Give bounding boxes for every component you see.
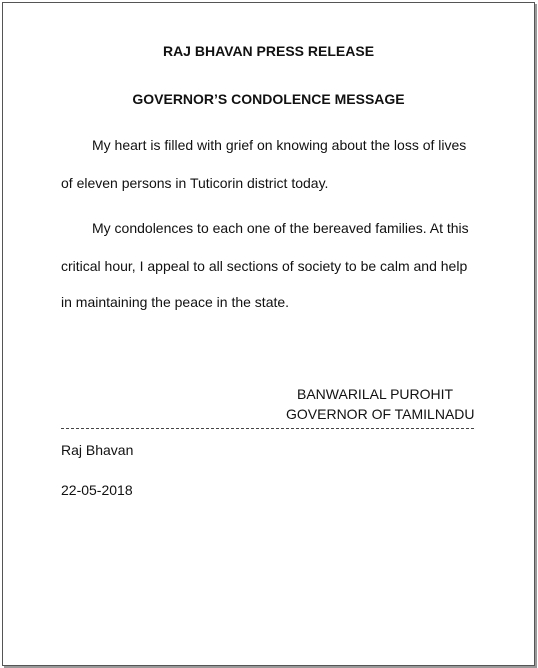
paragraph-2-line-3: in maintaining the peace in the state. [61,294,290,310]
issue-place: Raj Bhavan [61,442,134,458]
dashed-divider [61,428,474,429]
signatory-designation: GOVERNOR OF TAMILNADU [286,406,475,422]
paragraph-2-line-1: My condolences to each one of the bereaved families. At this [92,220,469,236]
signatory-name: BANWARILAL PUROHIT [297,386,454,402]
document-subtitle: GOVERNOR’S CONDOLENCE MESSAGE [132,91,405,107]
paragraph-2-line-2: critical hour, I appeal to all sections of society to be calm and help [61,258,468,274]
press-release-page [2,2,535,666]
document-title: RAJ BHAVAN PRESS RELEASE [162,43,375,59]
paragraph-1-line-2: of eleven persons in Tuticorin district today. [61,175,329,191]
paragraph-1-line-1: My heart is filled with grief on knowing about the loss of lives [92,137,467,153]
issue-date: 22-05-2018 [61,482,133,498]
